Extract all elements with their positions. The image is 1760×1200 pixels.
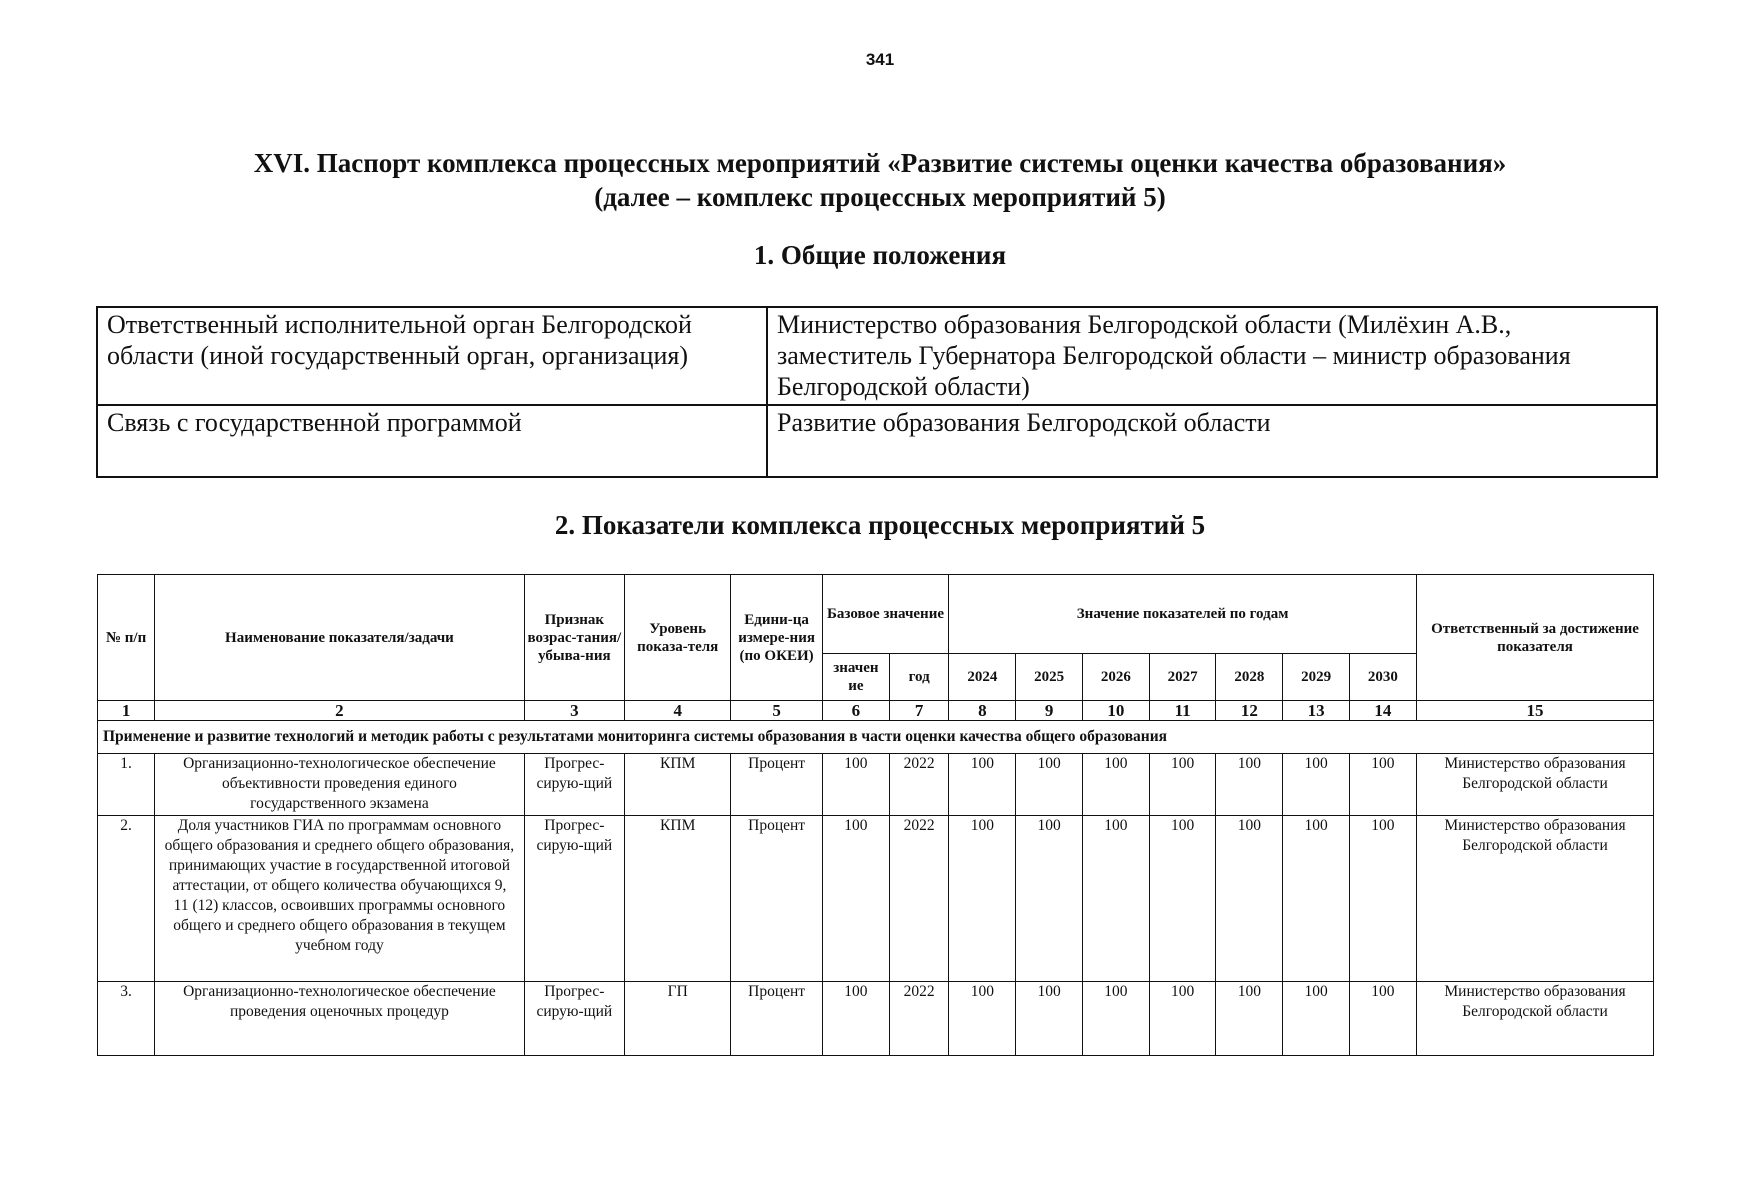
row-year-value: 100 xyxy=(1082,982,1149,1056)
row-sign: Прогрес-сирую-щий xyxy=(524,982,624,1056)
header-year: 2030 xyxy=(1349,654,1416,701)
row-year-value: 100 xyxy=(1283,754,1349,816)
row-year-value: 100 xyxy=(1216,982,1283,1056)
column-number: 3 xyxy=(524,701,624,721)
column-number: 11 xyxy=(1149,701,1215,721)
row-sign: Прогрес-сирую-щий xyxy=(524,754,624,816)
header-year: 2029 xyxy=(1283,654,1349,701)
row-year-value: 100 xyxy=(949,982,1016,1056)
row-num: 1. xyxy=(98,754,155,816)
general-row xyxy=(97,405,1657,477)
row-year-value: 100 xyxy=(949,816,1016,982)
row-name: Организационно-технологическое обеспечение проведения оценочных процедур xyxy=(155,982,524,1056)
row-base-value: 100 xyxy=(822,982,889,1056)
row-responsible: Министерство образования Белгородской области xyxy=(1416,754,1653,816)
column-number: 9 xyxy=(1016,701,1082,721)
header-year: 2026 xyxy=(1082,654,1149,701)
row-year-value: 100 xyxy=(1283,982,1349,1056)
header-num: № п/п xyxy=(98,575,155,701)
header-year: 2027 xyxy=(1149,654,1215,701)
row-year-value: 100 xyxy=(1016,754,1082,816)
row-sign: Прогрес-сирую-щий xyxy=(524,816,624,982)
row-base-year: 2022 xyxy=(890,754,949,816)
header-row xyxy=(98,575,1654,654)
row-level: КПМ xyxy=(625,754,731,816)
row-year-value: 100 xyxy=(1216,754,1283,816)
table-row xyxy=(98,754,1654,816)
header-years-group: Значение показателей по годам xyxy=(949,575,1417,654)
row-year-value: 100 xyxy=(1349,982,1416,1056)
header-level: Уровень показа-теля xyxy=(625,575,731,701)
section-2-heading: 2. Показатели комплекса процессных мероприятий 5 xyxy=(554,510,1206,540)
row-name: Доля участников ГИА по программам основного общего образования и среднего общего образования, принимающих участие в государственной итоговой аттестации, от общего количества обучающихся 9, 11 (12) классов, освоивших программы основного общего и среднего общего образования в текущем учебном году xyxy=(155,816,524,982)
row-year-value: 100 xyxy=(1349,816,1416,982)
column-number: 5 xyxy=(731,701,822,721)
row-level: КПМ xyxy=(625,816,731,982)
row-base-value: 100 xyxy=(822,754,889,816)
row-base-value: 100 xyxy=(822,816,889,982)
column-number: 8 xyxy=(949,701,1016,721)
row-unit: Процент xyxy=(731,816,822,982)
row-year-value: 100 xyxy=(1082,816,1149,982)
header-base-year: год xyxy=(890,654,949,701)
row-name: Организационно-технологическое обеспечение объективности проведения единого государственного экзамена xyxy=(155,754,524,816)
row-year-value: 100 xyxy=(1016,816,1082,982)
page-number: 341 xyxy=(865,50,895,69)
header-year: 2024 xyxy=(949,654,1016,701)
column-number: 14 xyxy=(1349,701,1416,721)
row-unit: Процент xyxy=(731,754,822,816)
header-base: Базовое значение xyxy=(822,575,948,654)
section-1-heading: 1. Общие положения xyxy=(753,240,1007,270)
column-number: 15 xyxy=(1416,701,1653,721)
row-num: 3. xyxy=(98,982,155,1056)
row-unit: Процент xyxy=(731,982,822,1056)
general-label: Ответственный исполнительной орган Белгородской области (иной государственный орган, организация) xyxy=(97,307,767,405)
row-num: 2. xyxy=(98,816,155,982)
general-row xyxy=(97,307,1657,405)
row-year-value: 100 xyxy=(1149,754,1215,816)
row-responsible: Министерство образования Белгородской области xyxy=(1416,982,1653,1056)
header-name: Наименование показателя/задачи xyxy=(155,575,524,701)
row-base-year: 2022 xyxy=(890,816,949,982)
row-year-value: 100 xyxy=(1149,816,1215,982)
row-year-value: 100 xyxy=(1283,816,1349,982)
header-year: 2028 xyxy=(1216,654,1283,701)
general-value: Развитие образования Белгородской области xyxy=(767,405,1657,477)
general-value: Министерство образования Белгородской области (Милёхин А.В., заместитель Губернатора Белгородской области – министр образования Белгородской области) xyxy=(767,307,1657,405)
column-number: 10 xyxy=(1082,701,1149,721)
header-responsible: Ответственный за достижение показателя xyxy=(1416,575,1653,701)
row-year-value: 100 xyxy=(1082,754,1149,816)
row-base-year: 2022 xyxy=(890,982,949,1056)
column-number: 1 xyxy=(98,701,155,721)
column-number-row xyxy=(98,701,1654,721)
general-label: Связь с государственной программой xyxy=(97,405,767,477)
column-number: 4 xyxy=(625,701,731,721)
task-row xyxy=(98,721,1654,754)
row-year-value: 100 xyxy=(1149,982,1215,1056)
page-title xyxy=(0,146,1760,214)
table-row xyxy=(98,982,1654,1056)
column-number: 12 xyxy=(1216,701,1283,721)
row-responsible: Министерство образования Белгородской области xyxy=(1416,816,1653,982)
row-level: ГП xyxy=(625,982,731,1056)
header-year: 2025 xyxy=(1016,654,1082,701)
column-number: 7 xyxy=(890,701,949,721)
row-year-value: 100 xyxy=(949,754,1016,816)
column-number: 2 xyxy=(155,701,524,721)
task-title: Применение и развитие технологий и методик работы с результатами мониторинга системы образования в части оценки качества общего образования xyxy=(98,721,1654,754)
title-line-1: XVI. Паспорт комплекса процессных мероприятий «Развитие системы оценки качества образования» xyxy=(253,148,1507,178)
column-number: 6 xyxy=(822,701,889,721)
header-sign: Признак возрас-тания/ убыва-ния xyxy=(524,575,624,701)
row-year-value: 100 xyxy=(1016,982,1082,1056)
header-base-value: значен ие xyxy=(822,654,889,701)
title-line-2: (далее – комплекс процессных мероприятий 5) xyxy=(594,182,1166,212)
row-year-value: 100 xyxy=(1216,816,1283,982)
column-number: 13 xyxy=(1283,701,1349,721)
table-row xyxy=(98,816,1654,982)
indicators-table xyxy=(97,574,1654,1056)
header-unit: Едини-ца измере-ния (по ОКЕИ) xyxy=(731,575,822,701)
general-provisions-table xyxy=(96,306,1658,478)
row-year-value: 100 xyxy=(1349,754,1416,816)
